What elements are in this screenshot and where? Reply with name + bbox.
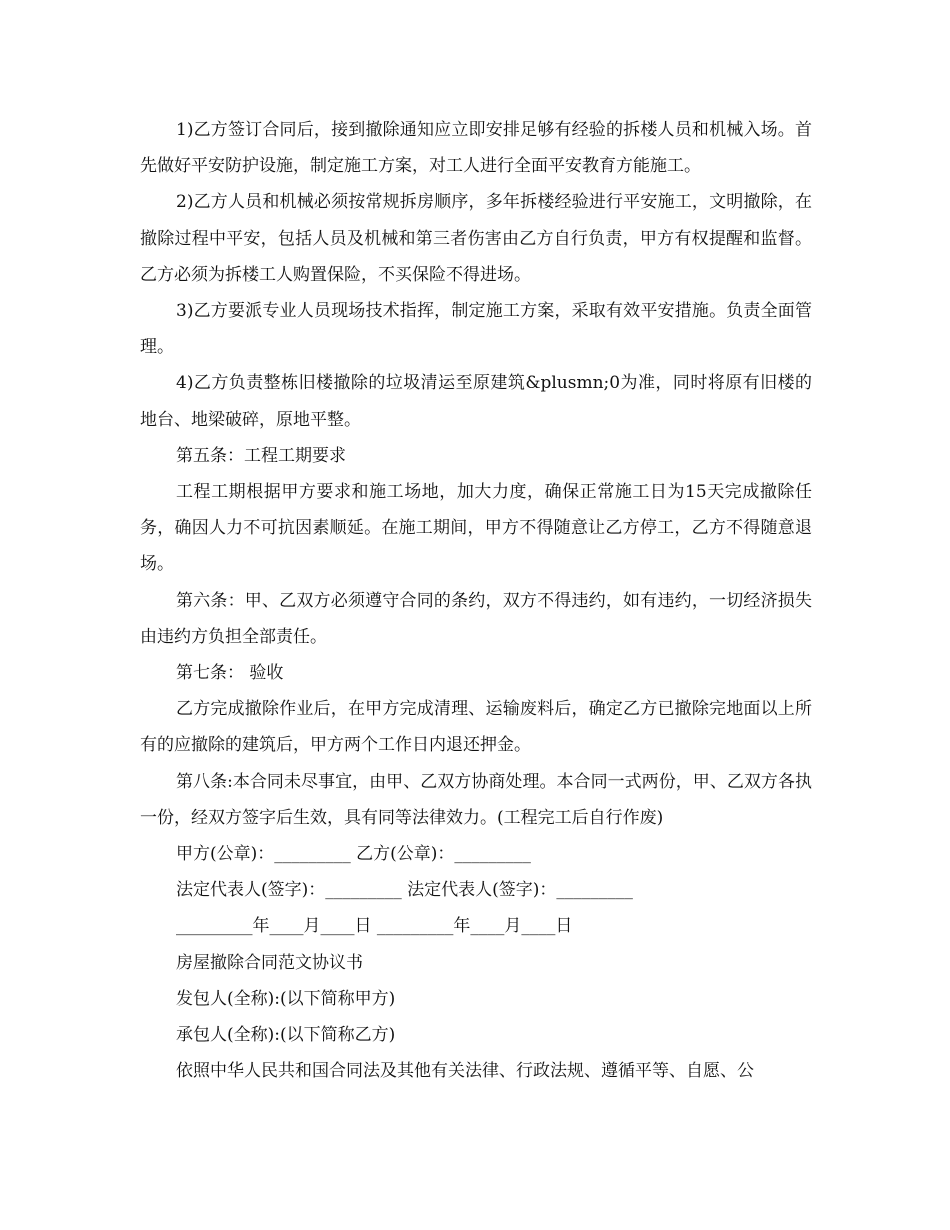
paragraph-legal-basis: 依照中华人民共和国合同法及其他有关法律、行政法规、遵循平等、自愿、公 (176, 1061, 754, 1082)
paragraph-article-8: 第八条:本合同未尽事宜，由甲、乙双方协商处理。本合同一式两份，甲、乙双方各执一份，经双方签字后生效，具有同等法律效力。(工程完工后自行作废) (140, 771, 812, 828)
section-heading-article-7: 第七条： 验收 (176, 663, 284, 684)
section-heading-article-5: 第五条：工程工期要求 (176, 445, 346, 466)
paragraph-acceptance: 乙方完成撤除作业后，在甲方完成清理、运输废料后，确定乙方已撤除完地面以上所有的应撤除的建筑后，甲方两个工作日内退还押金。 (140, 699, 812, 756)
paragraph-clause-4: 4)乙方负责整栋旧楼撤除的垃圾清运至原建筑&plusmn;0为准，同时将原有旧楼的地台、地梁破碎，原地平整。 (140, 373, 812, 430)
signature-seals-line: 甲方(公章)：_________ 乙方(公章)：_________ (176, 844, 531, 865)
agreement-title: 房屋撤除合同范文协议书 (176, 952, 363, 973)
paragraph-schedule: 工程工期根据甲方要求和施工场地，加大力度，确保正常施工日为15天完成撤除任务，确因人力不可抗因素顺延。在施工期间，甲方不得随意让乙方停工，乙方不得随意退场。 (140, 482, 812, 575)
signature-dates-line: _________年____月____日 _________年____月____日 (176, 916, 573, 937)
document-body (140, 112, 812, 1089)
paragraph-article-6: 第六条：甲、乙双方必须遵守合同的条约，双方不得违约，如有违约，一切经济损失由违约方负担全部责任。 (140, 590, 812, 647)
signature-representatives-line: 法定代表人(签字)：_________ 法定代表人(签字)：_________ (176, 880, 633, 901)
paragraph-clause-2: 2)乙方人员和机械必须按常规拆房顺序，多年拆楼经验进行平安施工，文明撤除，在撤除过程中平安，包括人员及机械和第三者伤害由乙方自行负责，甲方有权提醒和监督。乙方必须为拆楼工人购置保险，不买保险不得进场。 (140, 192, 812, 285)
party-a-line: 发包人(全称):(以下简称甲方) (176, 988, 396, 1009)
party-b-line: 承包人(全称):(以下简称乙方) (176, 1025, 396, 1046)
paragraph-clause-3: 3)乙方要派专业人员现场技术指挥，制定施工方案，采取有效平安措施。负责全面管理。 (140, 301, 812, 358)
paragraph-clause-1: 1)乙方签订合同后，接到撤除通知应立即安排足够有经验的拆楼人员和机械入场。首先做好平安防护设施，制定施工方案，对工人进行全面平安教育方能施工。 (140, 120, 812, 177)
